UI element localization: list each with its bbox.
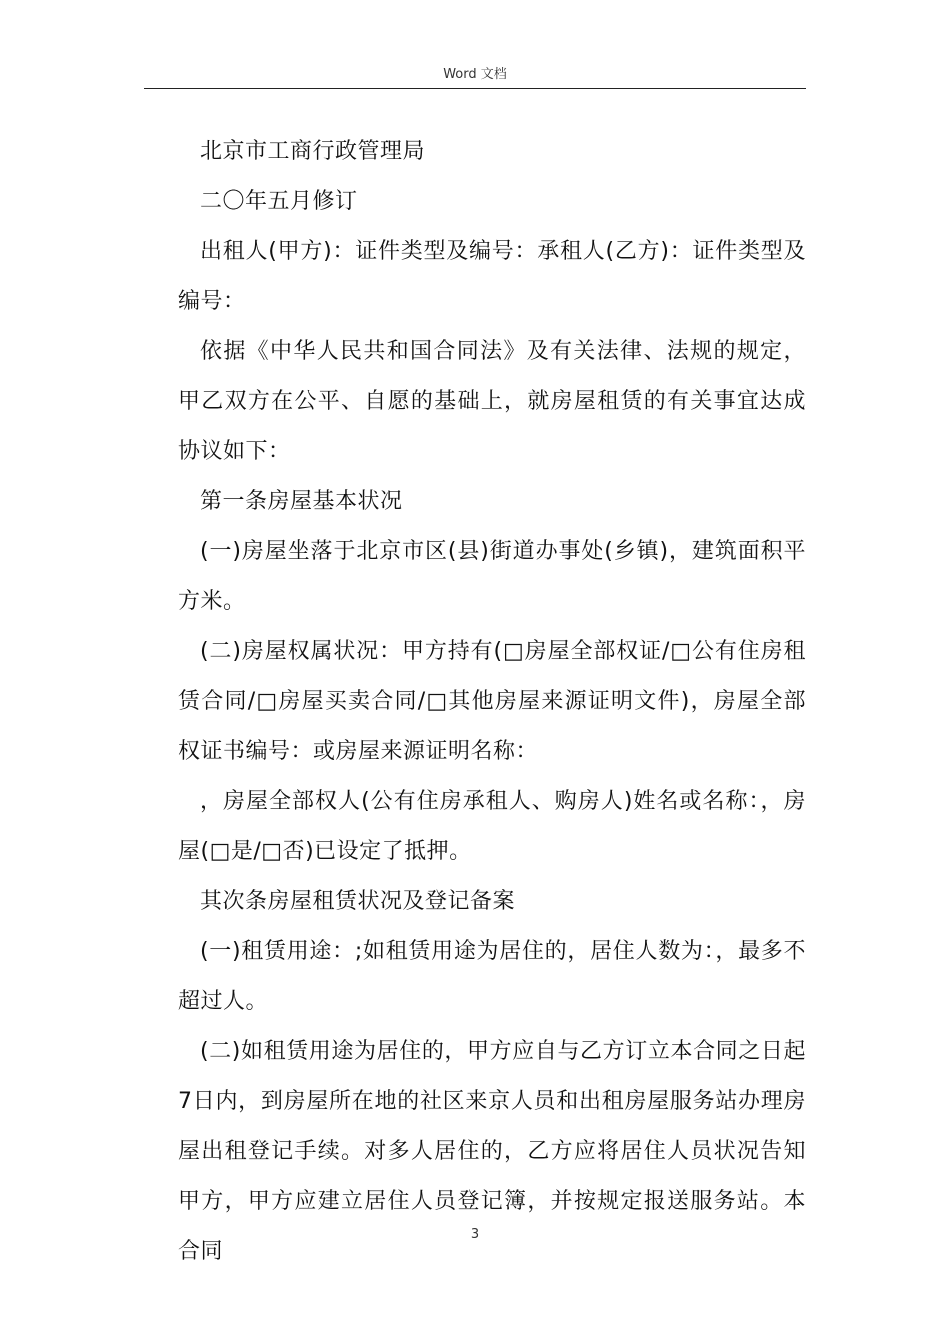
paragraph-issuer: 北京市工商行政管理局	[200, 139, 426, 164]
page-number: 3	[470, 1227, 480, 1242]
article-1-clause-2: (二)房屋权属状况：甲方持有(□房屋全部权证/□公有住房租赁合同/□房屋买卖合同/□其他房屋来源证明文件)，房屋全部权证书编号：或房屋来源证明名称：	[178, 639, 806, 764]
article-1-heading: 第一条房屋基本状况	[200, 489, 403, 514]
header-divider	[144, 88, 806, 89]
article-2-clause-2: (二)如租赁用途为居住的，甲方应自与乙方订立本合同之日起7日内，到房屋所在地的社区来京人员和出租房屋服务站办理房屋出租登记手续。对多人居住的，乙方应将居住人员状况告知甲方，甲方应建立居住人员登记簿，并按规定报送服务站。本合同	[178, 1039, 806, 1264]
page-header: Word 文档	[443, 67, 507, 82]
article-1-clause-2-cont: ，房屋全部权人(公有住房承租人、购房人)姓名或名称：，房屋(□是/□否)已设定了抵押。	[178, 789, 806, 864]
article-2-heading: 其次条房屋租赁状况及登记备案	[200, 889, 516, 914]
paragraph-revision-date: 二〇年五月修订	[200, 189, 358, 214]
document-body	[178, 127, 806, 1277]
paragraph-preamble: 依据《中华人民共和国合同法》及有关法律、法规的规定，甲乙双方在公平、自愿的基础上，就房屋租赁的有关事宜达成协议如下：	[178, 339, 806, 464]
article-1-clause-1: (一)房屋坐落于北京市区(县)街道办事处(乡镇)，建筑面积平方米。	[178, 539, 806, 614]
paragraph-parties: 出租人(甲方)：证件类型及编号：承租人(乙方)：证件类型及编号：	[178, 239, 806, 314]
article-2-clause-1: (一)租赁用途：;如租赁用途为居住的，居住人数为：，最多不超过人。	[178, 939, 806, 1014]
